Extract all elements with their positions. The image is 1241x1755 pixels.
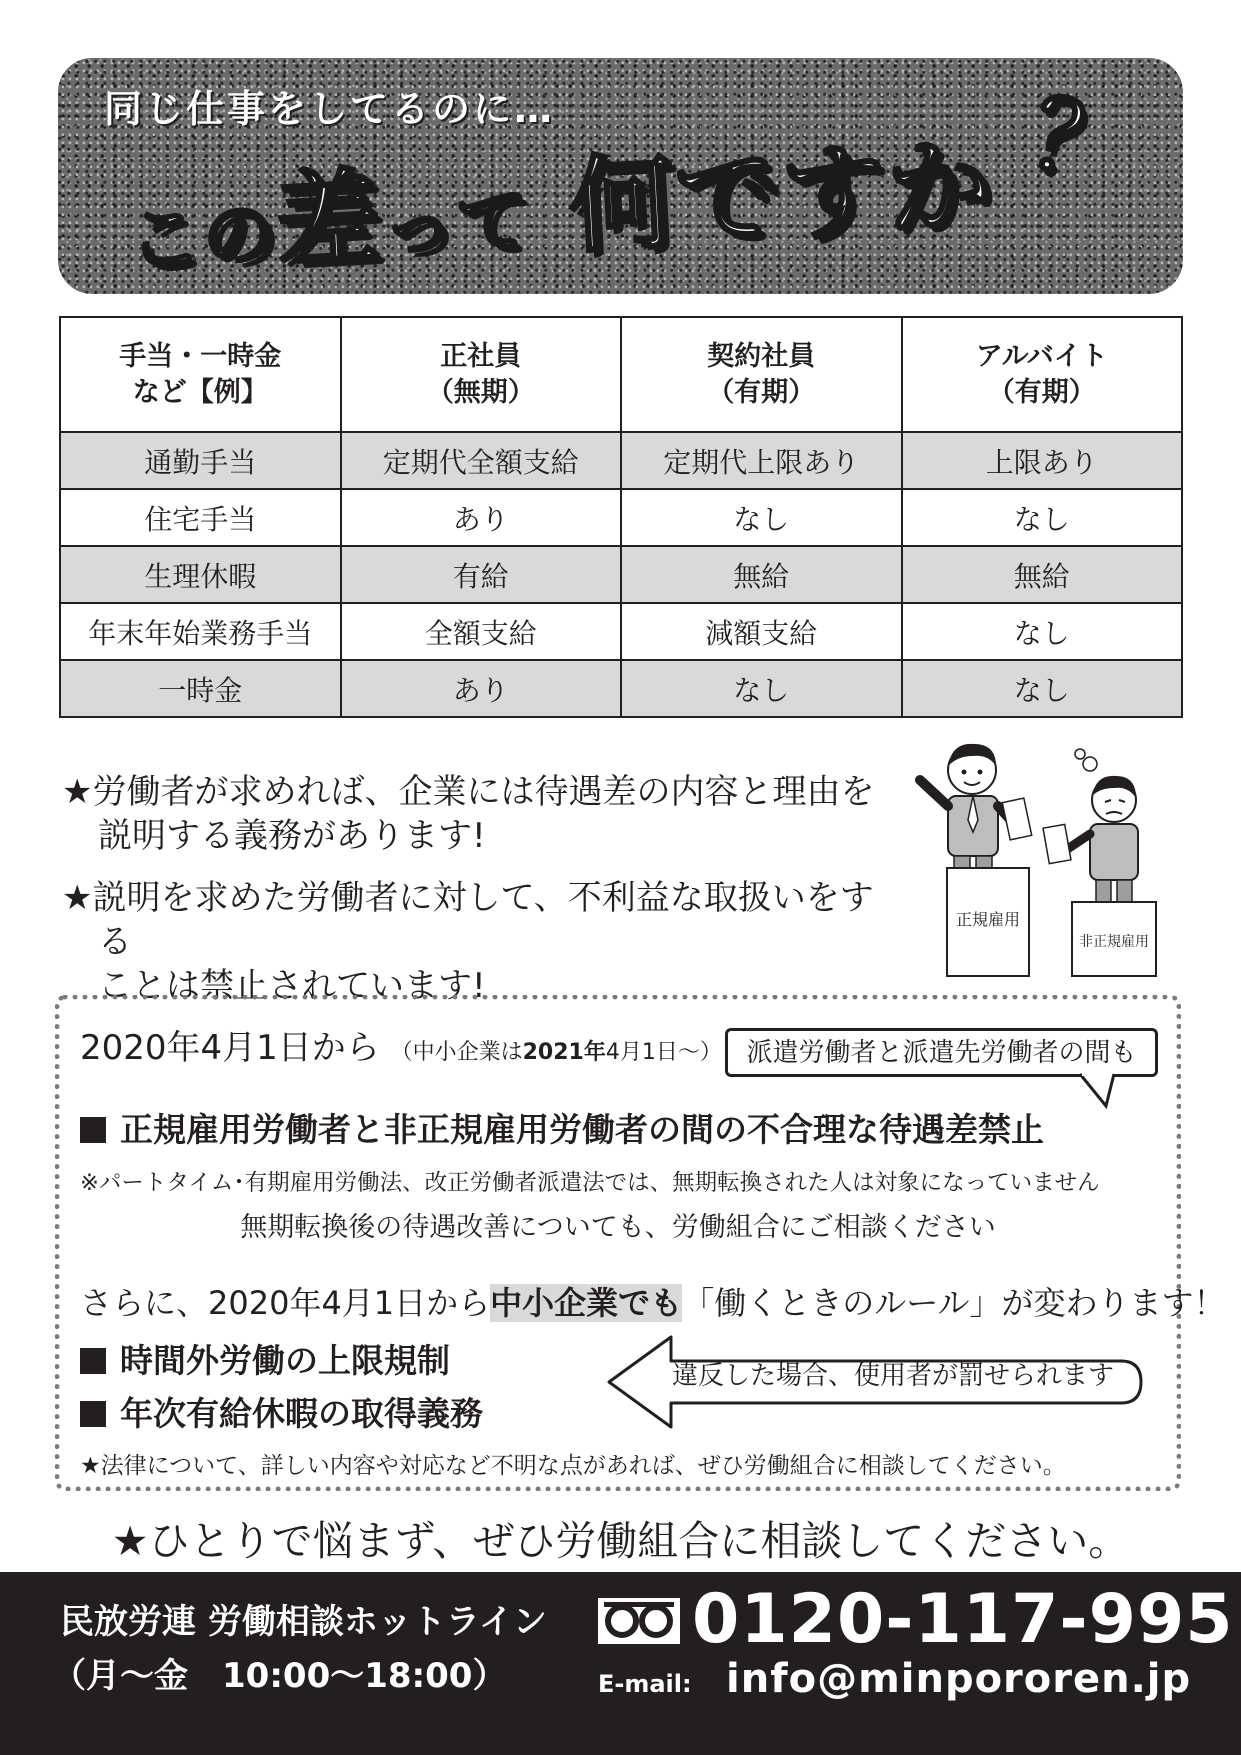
square-bullet-icon xyxy=(80,1348,106,1374)
free-dial-icon xyxy=(598,1598,680,1644)
phone-number[interactable]: 0120-117-995 xyxy=(692,1580,1234,1659)
table-cell: 有給 xyxy=(341,546,622,603)
banner-question-mark: ？ xyxy=(1022,77,1141,207)
email-address[interactable]: info@minpororen.jp xyxy=(726,1656,1192,1702)
table-cell: あり xyxy=(341,489,622,546)
sme-rule-change: さらに、2020年4月1日から中小企業でも「働くときのルール」が変わります！ xyxy=(80,1284,1226,1322)
table-cell: なし xyxy=(902,603,1183,660)
exclusion-note: ※パートタイム･有期雇用労働法、改正労働者派遣法では、無期転換された人は対象になっていません xyxy=(80,1170,1100,1196)
header-regular: 正社員 （無期） xyxy=(341,317,622,432)
header-contract: 契約社員 （有期） xyxy=(621,317,902,432)
consult-appeal: ★ひとりで悩まず、ぜひ労働組合に相談してください。 xyxy=(111,1517,1130,1565)
contact-footer xyxy=(0,1572,1241,1755)
table-cell: 全額支給 xyxy=(341,603,622,660)
hotline-name: 民放労連 労働相談ホットライン xyxy=(60,1602,547,1642)
comparison-table xyxy=(59,316,1183,718)
workers-illustration xyxy=(900,740,1185,980)
heading-paid-leave: 年次有給休暇の取得義務 xyxy=(80,1388,483,1435)
table-cell: なし xyxy=(902,660,1183,717)
table-cell: 減額支給 xyxy=(621,603,902,660)
table-row xyxy=(60,660,1182,717)
nonregular-box-label: 非正規雇用 xyxy=(1079,934,1149,950)
table-cell: 無給 xyxy=(902,546,1183,603)
heading-overtime-cap: 時間外労働の上限規制 xyxy=(80,1335,450,1382)
table-cell: なし xyxy=(902,489,1183,546)
table-cell: 定期代上限あり xyxy=(621,432,902,489)
banner-title-part4: 何ですか xyxy=(566,123,997,268)
heading-equal-treatment: 正規雇用労働者と非正規雇用労働者の間の不合理な待遇差禁止 xyxy=(80,1104,1044,1151)
table-cell: 年末年始業務手当 xyxy=(60,603,341,660)
table-cell: あり xyxy=(341,660,622,717)
regular-worker-figure xyxy=(920,744,1032,886)
table-cell: 定期代全額支給 xyxy=(341,432,622,489)
note-item: ★説明を求めた労働者に対して、不利益な取扱いをする ことは禁止されています! xyxy=(62,878,874,1006)
table-cell: 一時金 xyxy=(60,660,341,717)
nonregular-worker-figure xyxy=(1043,749,1138,914)
header-parttime: アルバイト （有期） xyxy=(902,317,1183,432)
note-item: ★労働者が求めれば、企業には待遇差の内容と理由を 説明する義務があります! xyxy=(62,772,875,856)
table-cell: 上限あり xyxy=(902,432,1183,489)
table-cell: 生理休暇 xyxy=(60,546,341,603)
obligation-notes xyxy=(62,770,902,1026)
banner-title-part1: この xyxy=(126,191,280,283)
effective-date: 2020年4月1日から （中小企業は2021年4月1日〜） xyxy=(80,1028,722,1068)
law-info-box xyxy=(55,995,1226,1491)
table-row xyxy=(60,432,1182,489)
table-cell: 住宅手当 xyxy=(60,489,341,546)
table-row xyxy=(60,546,1182,603)
title-banner xyxy=(58,58,1183,294)
dispatch-callout: 派遣労働者と派遣先労働者の間も xyxy=(725,1028,1158,1077)
consultation-note: 無期転換後の待遇改善についても、労働組合にご相談ください xyxy=(240,1212,996,1243)
table-row xyxy=(60,489,1182,546)
table-cell: 通勤手当 xyxy=(60,432,341,489)
penalty-text: 違反した場合、使用者が罰せられます xyxy=(671,1361,1114,1391)
email-label: E-mail: xyxy=(598,1670,692,1698)
table-cell: なし xyxy=(621,660,902,717)
table-cell: なし xyxy=(621,489,902,546)
table-row xyxy=(60,603,1182,660)
square-bullet-icon xyxy=(80,1117,106,1143)
table-header-row xyxy=(60,317,1182,432)
square-bullet-icon xyxy=(80,1401,106,1427)
table-cell: 無給 xyxy=(621,546,902,603)
regular-box-label: 正規雇用 xyxy=(955,910,1021,929)
hotline-hours: （月〜金 10:00〜18:00） xyxy=(52,1656,507,1696)
header-allowance: 手当・一時金 など【例】 xyxy=(60,317,341,432)
callout-tail-icon xyxy=(1076,1070,1122,1110)
law-consult-note: ★法律について、詳しい内容や対応など不明な点があれば、ぜひ労働組合に相談してください。 xyxy=(80,1453,1066,1479)
banner-title-part3: って xyxy=(380,177,533,270)
banner-title-part2: 差 xyxy=(273,155,386,284)
banner-subtitle: 同じ仕事をしてるのに… xyxy=(104,87,556,131)
